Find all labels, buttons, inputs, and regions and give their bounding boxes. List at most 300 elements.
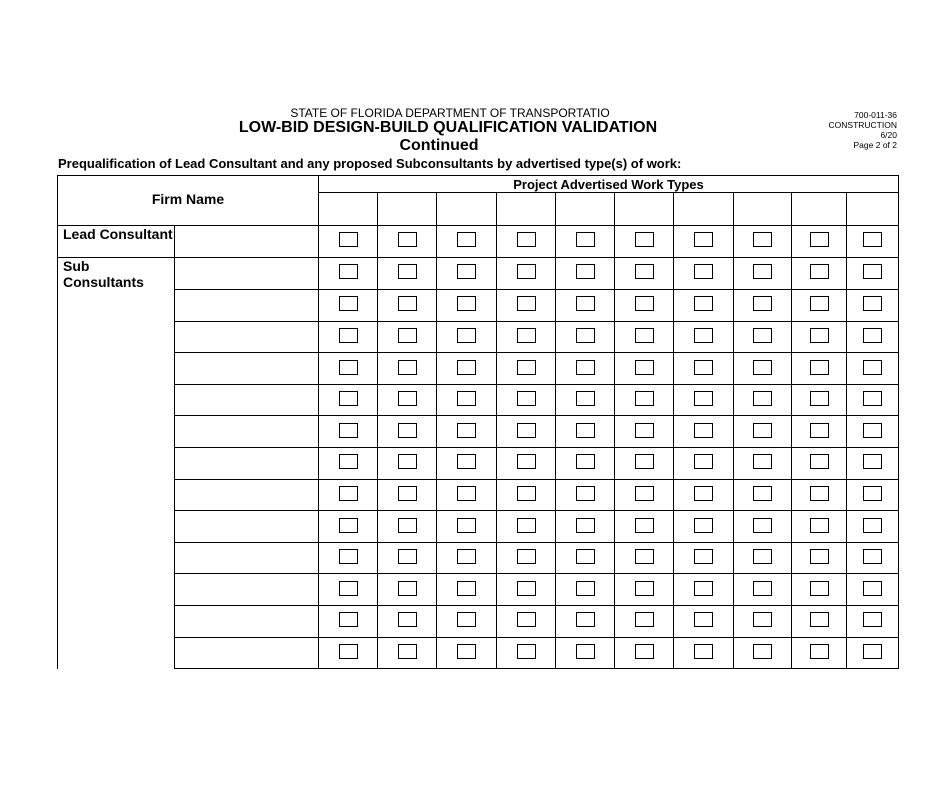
work-type-cell (437, 226, 497, 258)
work-type-checkbox[interactable] (517, 486, 536, 501)
work-type-checkbox[interactable] (457, 518, 476, 533)
work-type-cell (847, 384, 899, 416)
firm-name-field[interactable] (175, 574, 319, 606)
work-type-checkbox[interactable] (339, 454, 358, 469)
work-type-cell (556, 637, 615, 669)
work-type-checkbox[interactable] (694, 423, 713, 438)
work-type-cell (615, 479, 674, 511)
work-type-cell (734, 257, 792, 290)
work-type-checkbox[interactable] (517, 328, 536, 343)
sub-consultant-row (58, 321, 899, 353)
work-type-cell (437, 448, 497, 480)
work-type-checkbox[interactable] (635, 232, 654, 247)
work-type-cell (378, 257, 437, 290)
work-type-input-7[interactable] (674, 193, 734, 226)
row-label-blank (58, 479, 175, 511)
work-type-checkbox[interactable] (576, 454, 595, 469)
work-type-checkbox[interactable] (694, 391, 713, 406)
work-type-checkbox[interactable] (810, 264, 829, 279)
form-number: 700-011-36 (854, 110, 897, 120)
work-type-cell (792, 416, 847, 448)
firm-name-field[interactable] (175, 479, 319, 511)
work-type-cell (615, 257, 674, 290)
work-type-cell (792, 574, 847, 606)
work-type-checkbox[interactable] (753, 423, 772, 438)
work-type-checkbox[interactable] (398, 232, 417, 247)
work-type-cell (615, 574, 674, 606)
work-type-checkbox[interactable] (457, 486, 476, 501)
row-label-blank (58, 574, 175, 606)
sub-consultant-row (58, 290, 899, 322)
work-type-checkbox[interactable] (576, 232, 595, 247)
work-type-cell (437, 606, 497, 638)
work-type-cell (437, 353, 497, 385)
firm-name-field[interactable] (175, 290, 319, 322)
agency-name: STATE OF FLORIDA DEPARTMENT OF TRANSPORTATIO (290, 106, 610, 120)
work-type-checkbox[interactable] (635, 360, 654, 375)
work-type-checkbox[interactable] (863, 328, 882, 343)
form-subtitle: Continued (399, 137, 479, 154)
row-label-blank (58, 290, 175, 322)
work-type-checkbox[interactable] (517, 644, 536, 659)
work-type-checkbox[interactable] (339, 232, 358, 247)
lead-consultant-row (58, 226, 899, 258)
work-type-cell (319, 511, 378, 543)
work-type-checkbox[interactable] (753, 264, 772, 279)
work-type-cell (674, 416, 734, 448)
work-type-cell (674, 637, 734, 669)
work-type-input-8[interactable] (734, 193, 792, 226)
work-type-checkbox[interactable] (863, 264, 882, 279)
work-type-checkbox[interactable] (810, 518, 829, 533)
work-type-cell (437, 542, 497, 574)
row-label-blank (58, 321, 175, 353)
work-type-cell (497, 416, 556, 448)
work-type-checkbox[interactable] (576, 644, 595, 659)
work-type-cell (556, 384, 615, 416)
work-type-cell (378, 290, 437, 322)
work-type-checkbox[interactable] (635, 296, 654, 311)
work-type-checkbox[interactable] (398, 423, 417, 438)
work-type-cell (378, 448, 437, 480)
work-type-cell (847, 257, 899, 290)
work-type-cell (734, 479, 792, 511)
work-type-checkbox[interactable] (457, 423, 476, 438)
work-type-cell (792, 353, 847, 385)
firm-name-field[interactable] (175, 416, 319, 448)
sub-consultant-row (58, 384, 899, 416)
work-type-checkbox[interactable] (398, 518, 417, 533)
work-type-cell (497, 353, 556, 385)
work-type-checkbox[interactable] (635, 644, 654, 659)
work-type-cell (378, 226, 437, 258)
work-type-cell (378, 321, 437, 353)
work-type-checkbox[interactable] (398, 486, 417, 501)
work-type-checkbox[interactable] (810, 328, 829, 343)
firm-name-field[interactable] (175, 511, 319, 543)
work-type-cell (847, 448, 899, 480)
work-type-checkbox[interactable] (457, 232, 476, 247)
work-type-cell (615, 290, 674, 322)
work-type-checkbox[interactable] (517, 454, 536, 469)
work-type-checkbox[interactable] (517, 612, 536, 627)
work-type-checkbox[interactable] (339, 264, 358, 279)
work-type-checkbox[interactable] (863, 486, 882, 501)
work-type-checkbox[interactable] (339, 423, 358, 438)
work-type-checkbox[interactable] (810, 423, 829, 438)
qualification-table (57, 175, 899, 669)
work-type-cell (734, 226, 792, 258)
work-type-cell (319, 448, 378, 480)
work-type-checkbox[interactable] (398, 644, 417, 659)
work-type-cell (734, 448, 792, 480)
work-type-cell (792, 226, 847, 258)
work-type-checkbox[interactable] (398, 454, 417, 469)
work-type-checkbox[interactable] (517, 423, 536, 438)
work-type-input-5[interactable] (556, 193, 615, 226)
work-type-cell (674, 511, 734, 543)
work-type-checkbox[interactable] (694, 581, 713, 596)
work-type-checkbox[interactable] (863, 581, 882, 596)
row-label-blank (58, 606, 175, 638)
work-type-checkbox[interactable] (457, 549, 476, 564)
work-type-checkbox[interactable] (576, 328, 595, 343)
work-type-cell (437, 321, 497, 353)
work-type-checkbox[interactable] (457, 612, 476, 627)
work-type-cell (792, 290, 847, 322)
work-type-cell (792, 542, 847, 574)
work-type-cell (674, 574, 734, 606)
work-type-checkbox[interactable] (694, 549, 713, 564)
work-type-cell (615, 321, 674, 353)
work-type-checkbox[interactable] (863, 360, 882, 375)
page-number: Page 2 of 2 (853, 140, 897, 150)
work-type-input-6[interactable] (615, 193, 674, 226)
work-type-checkbox[interactable] (753, 518, 772, 533)
work-type-checkbox[interactable] (398, 328, 417, 343)
work-type-cell (319, 353, 378, 385)
work-type-checkbox[interactable] (635, 549, 654, 564)
work-type-checkbox[interactable] (694, 360, 713, 375)
work-type-checkbox[interactable] (457, 644, 476, 659)
firm-name-field[interactable] (175, 257, 319, 290)
form-date: 6/20 (880, 130, 897, 140)
form-number-block (829, 110, 897, 150)
firm-name-field[interactable] (175, 448, 319, 480)
work-type-cell (615, 226, 674, 258)
work-type-checkbox[interactable] (339, 328, 358, 343)
work-type-checkbox[interactable] (863, 612, 882, 627)
work-type-cell (319, 226, 378, 258)
work-type-cell (615, 637, 674, 669)
work-type-cell (847, 226, 899, 258)
work-type-cell (556, 226, 615, 258)
sub-consultant-row (58, 479, 899, 511)
work-type-cell (847, 511, 899, 543)
work-type-checkbox[interactable] (339, 296, 358, 311)
work-type-cell (497, 384, 556, 416)
row-label-blank (58, 384, 175, 416)
work-type-cell (319, 257, 378, 290)
work-type-cell (497, 321, 556, 353)
work-type-checkbox[interactable] (398, 612, 417, 627)
work-type-checkbox[interactable] (339, 644, 358, 659)
work-type-checkbox[interactable] (753, 232, 772, 247)
work-type-cell (556, 353, 615, 385)
sub-consultant-row (58, 542, 899, 574)
work-type-checkbox[interactable] (694, 518, 713, 533)
work-type-cell (556, 416, 615, 448)
work-types-header: Project Advertised Work Types (319, 176, 899, 193)
work-type-checkbox[interactable] (753, 486, 772, 501)
work-type-cell (437, 290, 497, 322)
work-type-cell (378, 574, 437, 606)
sub-consultant-row (58, 637, 899, 669)
work-type-checkbox[interactable] (517, 360, 536, 375)
firm-name-field[interactable] (175, 353, 319, 385)
work-type-checkbox[interactable] (517, 264, 536, 279)
work-type-input-2[interactable] (378, 193, 437, 226)
form-title: LOW-BID DESIGN-BUILD QUALIFICATION VALIDATION (238, 119, 658, 136)
work-type-cell (556, 321, 615, 353)
work-type-checkbox[interactable] (517, 549, 536, 564)
work-type-checkbox[interactable] (753, 360, 772, 375)
sub-consultant-row (58, 416, 899, 448)
work-type-checkbox[interactable] (694, 328, 713, 343)
work-type-cell (437, 574, 497, 606)
work-type-checkbox[interactable] (863, 423, 882, 438)
work-type-checkbox[interactable] (810, 549, 829, 564)
work-type-checkbox[interactable] (635, 328, 654, 343)
work-type-checkbox[interactable] (810, 360, 829, 375)
work-type-checkbox[interactable] (517, 518, 536, 533)
work-type-cell (792, 321, 847, 353)
work-type-checkbox[interactable] (517, 391, 536, 406)
firm-name-field[interactable] (175, 542, 319, 574)
work-type-checkbox[interactable] (810, 486, 829, 501)
work-type-checkbox[interactable] (635, 391, 654, 406)
work-type-cell (556, 290, 615, 322)
work-type-checkbox[interactable] (576, 486, 595, 501)
work-type-checkbox[interactable] (576, 264, 595, 279)
work-type-cell (378, 542, 437, 574)
work-type-checkbox[interactable] (517, 232, 536, 247)
sub-consultants-label: Sub Consultants (58, 257, 175, 290)
work-type-cell (615, 353, 674, 385)
work-type-checkbox[interactable] (753, 454, 772, 469)
firm-name-field[interactable] (175, 321, 319, 353)
work-type-checkbox[interactable] (635, 581, 654, 596)
work-type-checkbox[interactable] (694, 296, 713, 311)
work-type-cell (847, 416, 899, 448)
work-type-checkbox[interactable] (753, 549, 772, 564)
work-type-checkbox[interactable] (753, 581, 772, 596)
work-type-cell (497, 574, 556, 606)
work-type-cell (319, 542, 378, 574)
work-type-checkbox[interactable] (576, 296, 595, 311)
firm-name-field[interactable] (175, 606, 319, 638)
work-type-cell (556, 542, 615, 574)
work-type-cell (556, 606, 615, 638)
work-type-checkbox[interactable] (635, 264, 654, 279)
work-type-cell (792, 448, 847, 480)
work-type-checkbox[interactable] (576, 423, 595, 438)
work-type-checkbox[interactable] (694, 232, 713, 247)
work-type-checkbox[interactable] (339, 360, 358, 375)
work-type-input-9[interactable] (792, 193, 847, 226)
work-type-checkbox[interactable] (810, 612, 829, 627)
work-type-cell (734, 542, 792, 574)
work-type-checkbox[interactable] (398, 296, 417, 311)
work-type-cell (734, 637, 792, 669)
work-type-checkbox[interactable] (398, 549, 417, 564)
work-type-cell (319, 574, 378, 606)
work-type-checkbox[interactable] (753, 612, 772, 627)
firm-name-header: Firm Name (58, 176, 319, 226)
work-type-checkbox[interactable] (339, 391, 358, 406)
work-type-checkbox[interactable] (576, 360, 595, 375)
work-type-cell (378, 606, 437, 638)
work-type-checkbox[interactable] (457, 296, 476, 311)
work-type-checkbox[interactable] (694, 454, 713, 469)
work-type-checkbox[interactable] (339, 612, 358, 627)
work-type-checkbox[interactable] (753, 644, 772, 659)
work-type-input-4[interactable] (497, 193, 556, 226)
work-type-checkbox[interactable] (576, 391, 595, 406)
work-type-checkbox[interactable] (863, 549, 882, 564)
work-type-cell (556, 511, 615, 543)
work-type-cell (437, 511, 497, 543)
work-type-cell (556, 574, 615, 606)
work-type-checkbox[interactable] (810, 644, 829, 659)
work-type-checkbox[interactable] (398, 264, 417, 279)
work-type-checkbox[interactable] (576, 549, 595, 564)
work-type-checkbox[interactable] (810, 391, 829, 406)
sub-consultant-row (58, 606, 899, 638)
row-label-blank (58, 542, 175, 574)
work-type-checkbox[interactable] (576, 518, 595, 533)
work-type-checkbox[interactable] (635, 486, 654, 501)
instruction-text: Prequalification of Lead Consultant and any proposed Subconsultants by advertised type(s) of work: (58, 156, 682, 171)
work-type-checkbox[interactable] (576, 581, 595, 596)
work-type-cell (319, 321, 378, 353)
work-type-cell (847, 479, 899, 511)
work-type-input-1[interactable] (319, 193, 378, 226)
work-type-cell (734, 290, 792, 322)
work-type-checkbox[interactable] (635, 518, 654, 533)
work-type-cell (674, 479, 734, 511)
work-type-checkbox[interactable] (457, 264, 476, 279)
work-type-checkbox[interactable] (863, 518, 882, 533)
work-type-cell (734, 416, 792, 448)
firm-name-field[interactable] (175, 384, 319, 416)
work-type-checkbox[interactable] (810, 454, 829, 469)
row-label-blank (58, 416, 175, 448)
work-type-checkbox[interactable] (517, 581, 536, 596)
work-type-checkbox[interactable] (457, 391, 476, 406)
work-type-input-3[interactable] (437, 193, 497, 226)
sub-consultant-row (58, 448, 899, 480)
work-type-checkbox[interactable] (810, 581, 829, 596)
work-type-checkbox[interactable] (635, 423, 654, 438)
work-type-cell (792, 479, 847, 511)
work-type-cell (734, 511, 792, 543)
work-type-cell (847, 574, 899, 606)
lead-consultant-label: Lead Consultant (58, 226, 175, 258)
work-type-checkbox[interactable] (339, 486, 358, 501)
work-type-cell (319, 290, 378, 322)
work-type-checkbox[interactable] (457, 454, 476, 469)
work-type-cell (847, 606, 899, 638)
work-type-checkbox[interactable] (576, 612, 595, 627)
work-type-checkbox[interactable] (339, 549, 358, 564)
work-type-checkbox[interactable] (863, 296, 882, 311)
work-type-checkbox[interactable] (635, 454, 654, 469)
work-type-cell (497, 257, 556, 290)
work-type-cell (378, 353, 437, 385)
work-type-checkbox[interactable] (694, 486, 713, 501)
work-type-checkbox[interactable] (753, 328, 772, 343)
firm-name-field[interactable] (175, 637, 319, 669)
work-type-cell (497, 448, 556, 480)
work-type-cell (615, 416, 674, 448)
work-type-checkbox[interactable] (863, 454, 882, 469)
work-type-checkbox[interactable] (457, 360, 476, 375)
work-type-cell (674, 290, 734, 322)
work-type-cell (734, 353, 792, 385)
work-type-checkbox[interactable] (339, 581, 358, 596)
work-type-cell (847, 353, 899, 385)
work-type-checkbox[interactable] (863, 391, 882, 406)
work-type-checkbox[interactable] (517, 296, 536, 311)
work-type-checkbox[interactable] (810, 232, 829, 247)
work-type-checkbox[interactable] (398, 581, 417, 596)
work-type-checkbox[interactable] (694, 612, 713, 627)
work-type-checkbox[interactable] (753, 296, 772, 311)
work-type-cell (556, 479, 615, 511)
work-type-cell (556, 448, 615, 480)
work-type-cell (615, 511, 674, 543)
work-type-checkbox[interactable] (398, 360, 417, 375)
work-type-cell (615, 606, 674, 638)
work-type-cell (615, 384, 674, 416)
work-type-cell (437, 416, 497, 448)
work-type-checkbox[interactable] (753, 391, 772, 406)
work-type-cell (792, 606, 847, 638)
work-type-checkbox[interactable] (635, 612, 654, 627)
work-type-checkbox[interactable] (398, 391, 417, 406)
work-type-checkbox[interactable] (863, 232, 882, 247)
work-type-input-10[interactable] (847, 193, 899, 226)
work-type-checkbox[interactable] (339, 518, 358, 533)
work-type-checkbox[interactable] (457, 328, 476, 343)
work-type-checkbox[interactable] (810, 296, 829, 311)
work-type-cell (497, 290, 556, 322)
work-type-cell (437, 384, 497, 416)
work-type-checkbox[interactable] (694, 644, 713, 659)
work-type-cell (378, 479, 437, 511)
sub-consultant-row (58, 257, 899, 290)
firm-name-field[interactable] (175, 226, 319, 258)
work-type-checkbox[interactable] (694, 264, 713, 279)
work-type-cell (497, 637, 556, 669)
work-type-cell (437, 637, 497, 669)
work-type-cell (378, 511, 437, 543)
work-type-cell (734, 606, 792, 638)
work-type-checkbox[interactable] (863, 644, 882, 659)
work-type-cell (497, 226, 556, 258)
work-type-checkbox[interactable] (457, 581, 476, 596)
